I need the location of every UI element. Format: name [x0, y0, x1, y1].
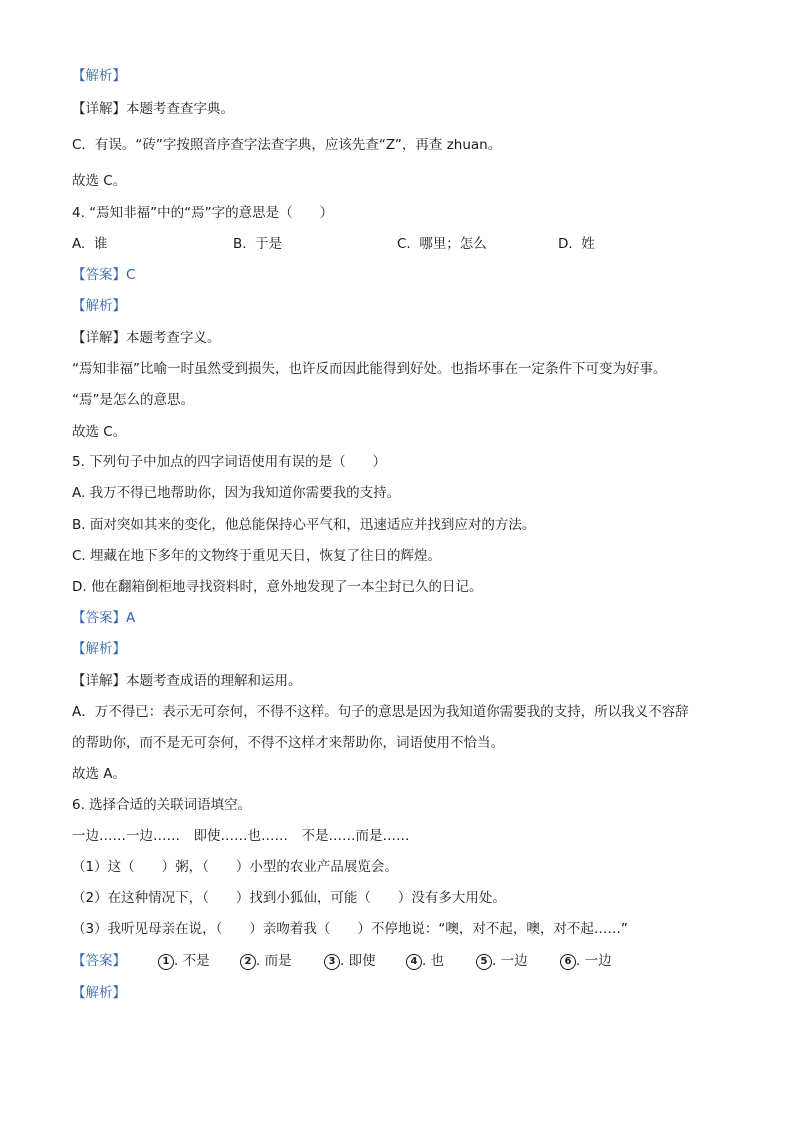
question-4-stem: 4. “焉知非福”中的“焉”字的意思是（ ）: [72, 205, 334, 221]
q4-option-d-text: 姓: [581, 236, 595, 252]
circled-number-2-icon: 2: [240, 954, 256, 970]
q6-item-2: （2）在这种情况下，（ ）找到小狐仙，可能（ ）没有多大用处。: [72, 890, 506, 906]
q4-option-b: [233, 235, 282, 253]
q6-item-1: （1）这（ ）粥，（ ）小型的农业产品展览会。: [72, 859, 398, 875]
question-6-stem: 6. 选择合适的关联词语填空。: [72, 797, 252, 813]
answer-choice-line: 故选 C。: [72, 173, 127, 189]
q4-answer-choice: 故选 C。: [72, 424, 127, 440]
q5-answer-choice: 故选 A。: [72, 766, 127, 782]
q5-answer: 【答案】A: [72, 610, 136, 626]
circled-number-5-icon: 5: [476, 954, 492, 970]
q6-answer-label: 【答案】: [72, 953, 126, 969]
q6-answer-4: 4 . 也: [406, 952, 444, 970]
q4-option-b-text: 于是: [255, 236, 283, 252]
q6-answer-6: 6 . 一边: [560, 952, 612, 970]
q4-option-a: [72, 235, 107, 253]
q4-option-b-letter: B.: [233, 236, 247, 252]
q4-option-a-text: 谁: [93, 236, 108, 252]
q4-option-d-letter: D.: [558, 236, 573, 252]
q4-option-a-letter: A.: [72, 236, 86, 252]
q4-explanation-1: “焉知非福”比喻一时虽然受到损失，也许反而因此能得到好处。也指坏事在一定条件下可变为好事。: [72, 361, 667, 377]
q4-option-c-text: 哪里；怎么: [419, 236, 487, 252]
q6-answer-1: 1 . 不是: [158, 952, 210, 970]
q5-option-b: B. 面对突如其来的变化，他总能保持心平气和，迅速适应并找到应对的方法。: [72, 517, 536, 533]
q5-detail: 【详解】本题考查成语的理解和运用。: [72, 673, 302, 689]
q5-option-c: C. 埋藏在地下多年的文物终于重见天日，恢复了往日的辉煌。: [72, 548, 442, 564]
detail-line: 【详解】本题考查查字典。: [72, 101, 234, 117]
q6-answer-2: 2 . 而是: [240, 952, 292, 970]
q4-detail: 【详解】本题考查字义。: [72, 330, 221, 346]
q6-answer-3: 3 . 即使: [324, 952, 376, 970]
q5-explanation-2: 的帮助你，而不是无可奈何，不得不这样才来帮助你，词语使用不恰当。: [72, 735, 504, 751]
q6-answer-5: 5 . 一边: [476, 952, 528, 970]
q6-item-3: （3）我听见母亲在说，（ ）亲吻着我（ ）不停地说：“噢，对不起，噢，对不起……”: [72, 921, 628, 937]
analysis-label: 【解析】: [72, 68, 126, 84]
circled-number-4-icon: 4: [406, 954, 422, 970]
q4-option-c-letter: C.: [397, 236, 411, 252]
q5-explanation-1: A．万不得已：表示无可奈何，不得不这样。句子的意思是因为我知道你需要我的支持，所以我义不容辞: [72, 704, 689, 720]
explanation-line: C．有误。“砖”字按照音序查字法查字典，应该先查“Z”，再查 zhuan。: [72, 137, 502, 153]
q5-analysis-label: 【解析】: [72, 641, 126, 657]
q5-option-a: A. 我万不得已地帮助你，因为我知道你需要我的支持。: [72, 485, 401, 501]
circled-number-3-icon: 3: [324, 954, 340, 970]
q4-option-d: [558, 235, 595, 253]
q4-answer: 【答案】C: [72, 267, 136, 283]
q5-option-d: D. 他在翻箱倒柜地寻找资料时，意外地发现了一本尘封已久的日记。: [72, 579, 483, 595]
question-5-stem: 5. 下列句子中加点的四字词语使用有误的是（ ）: [72, 454, 387, 470]
q6-word-bank: 一边……一边…… 即使……也…… 不是……而是……: [72, 828, 410, 844]
q4-option-c: [397, 235, 487, 253]
circled-number-1-icon: 1: [158, 954, 174, 970]
q4-explanation-2: “焉”是怎么的意思。: [72, 392, 194, 408]
q6-analysis-label: 【解析】: [72, 985, 126, 1001]
q4-analysis-label: 【解析】: [72, 298, 126, 314]
circled-number-6-icon: 6: [560, 954, 576, 970]
